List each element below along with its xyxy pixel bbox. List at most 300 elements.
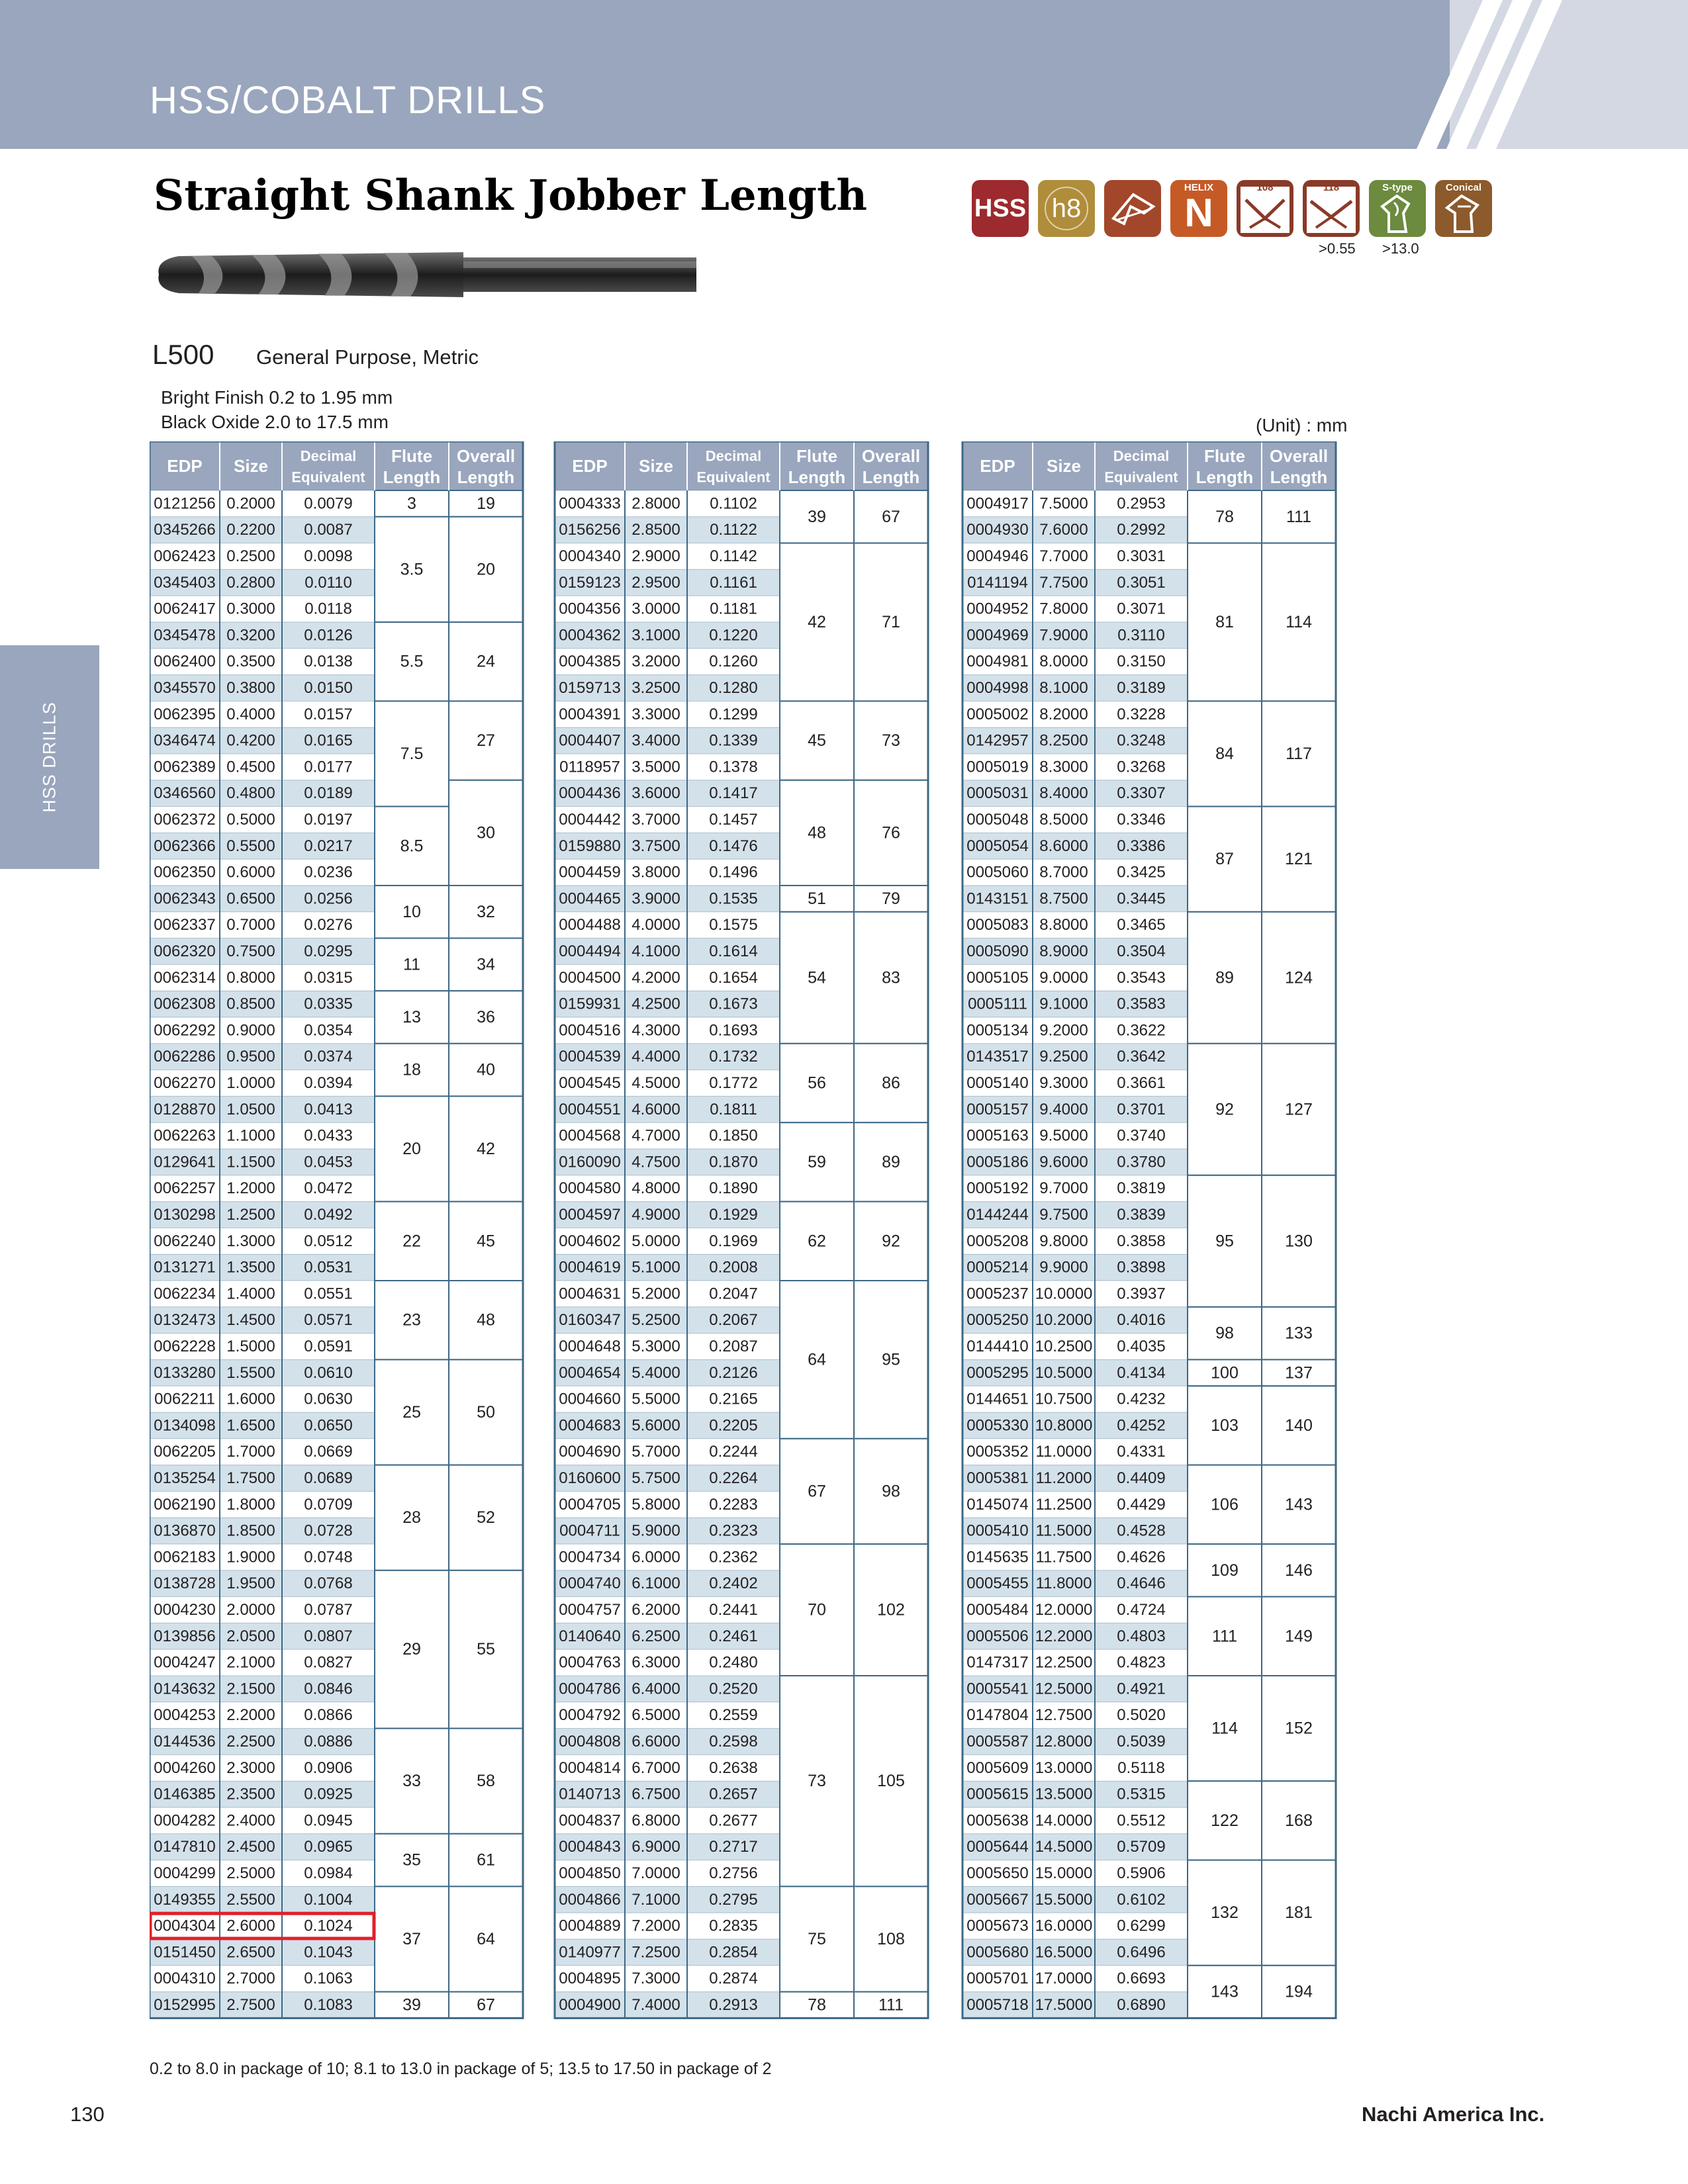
edp-cell: 0131271: [154, 1258, 216, 1277]
size-cell: 6.8000: [632, 1811, 680, 1830]
section-banner: [0, 0, 1688, 149]
decimal-cell: 0.3445: [1117, 889, 1166, 908]
decimal-cell: 0.4823: [1117, 1653, 1166, 1672]
edp-cell: 0345478: [154, 626, 216, 645]
decimal-cell: 0.0650: [304, 1416, 353, 1435]
size-cell: 11.5000: [1035, 1522, 1092, 1540]
edp-cell: 0004407: [559, 731, 621, 750]
column-header: Flute: [796, 446, 838, 466]
size-cell: 8.9000: [1039, 942, 1088, 960]
size-cell: 2.5500: [226, 1890, 275, 1909]
size-cell: 1.0500: [226, 1100, 275, 1118]
column-header: Length: [1196, 467, 1254, 487]
decimal-cell: 0.0472: [304, 1179, 353, 1198]
decimal-cell: 0.3051: [1117, 573, 1166, 592]
size-cell: 10.2000: [1035, 1311, 1093, 1330]
size-cell: 13.5000: [1035, 1785, 1093, 1803]
size-cell: 1.6000: [226, 1390, 275, 1408]
edp-cell: 0005019: [966, 758, 1029, 776]
size-cell: 1.3500: [226, 1258, 275, 1277]
size-cell: 1.7000: [226, 1443, 275, 1461]
edp-cell: 0004619: [559, 1258, 621, 1277]
decimal-cell: 0.2441: [709, 1601, 758, 1619]
column-header: Size: [638, 456, 674, 476]
flute-length-value: 51: [808, 889, 826, 908]
edp-cell: 0152995: [154, 1996, 216, 2014]
edp-cell: 0004299: [154, 1864, 216, 1882]
decimal-cell: 0.1339: [709, 731, 758, 750]
edp-cell: 0004998: [966, 679, 1029, 697]
edp-cell: 0005330: [966, 1416, 1029, 1435]
flute-length-value: 13: [402, 1008, 421, 1026]
size-cell: 1.9500: [226, 1574, 275, 1593]
size-cell: 9.7000: [1039, 1179, 1088, 1198]
decimal-cell: 0.3701: [1117, 1100, 1166, 1118]
edp-cell: 0004568: [559, 1126, 621, 1145]
size-cell: 0.4500: [226, 758, 275, 776]
flute-length-value: 62: [808, 1232, 826, 1251]
decimal-cell: 0.2717: [709, 1838, 758, 1856]
decimal-cell: 0.0709: [304, 1495, 353, 1514]
size-cell: 5.0000: [632, 1232, 680, 1250]
column-header: Decimal: [1113, 447, 1170, 465]
decimal-cell: 0.2008: [709, 1258, 758, 1277]
decimal-cell: 0.0276: [304, 916, 353, 934]
decimal-cell: 0.3622: [1117, 1021, 1166, 1040]
overall-length-value: 73: [882, 731, 900, 751]
flute-length-value: 23: [402, 1310, 421, 1330]
decimal-cell: 0.1457: [709, 811, 758, 829]
overall-length-value: 98: [882, 1482, 900, 1501]
decimal-cell: 0.2087: [709, 1338, 758, 1355]
decimal-cell: 0.0236: [304, 863, 353, 882]
flute-length-value: 25: [402, 1403, 421, 1422]
edp-cell: 0133280: [154, 1363, 216, 1382]
edp-cell: 0121256: [154, 494, 216, 513]
size-cell: 5.9000: [632, 1522, 680, 1540]
size-cell: 2.2500: [226, 1733, 275, 1751]
decimal-cell: 0.2461: [709, 1627, 758, 1645]
size-cell: 0.9000: [226, 1021, 275, 1040]
decimal-cell: 0.0492: [304, 1206, 353, 1224]
decimal-cell: 0.1614: [709, 942, 758, 960]
overall-length-value: 117: [1286, 745, 1312, 763]
flute-length-value: 92: [1215, 1100, 1234, 1119]
conical-threshold: >13.0: [1382, 240, 1419, 257]
column-header: Length: [457, 467, 515, 487]
edp-cell: 0062234: [154, 1285, 216, 1303]
edp-cell: 0005644: [966, 1838, 1029, 1856]
decimal-cell: 0.6693: [1117, 1970, 1166, 1988]
edp-cell: 0005352: [966, 1443, 1029, 1461]
decimal-cell: 0.0768: [304, 1574, 353, 1593]
decimal-cell: 0.3740: [1117, 1126, 1166, 1145]
overall-length-value: 168: [1285, 1811, 1313, 1830]
size-cell: 16.5000: [1035, 1943, 1093, 1962]
flute-length-value: 81: [1215, 613, 1234, 631]
decimal-cell: 0.0728: [304, 1522, 353, 1540]
decimal-cell: 0.2992: [1117, 521, 1166, 539]
angle-118-icon: 118: [1303, 180, 1360, 237]
size-cell: 11.2000: [1035, 1469, 1092, 1487]
size-cell: 2.5000: [226, 1864, 275, 1882]
overall-length-value: 61: [477, 1850, 495, 1870]
edp-cell: 0062308: [154, 995, 216, 1013]
decimal-cell: 0.2756: [709, 1864, 758, 1882]
size-cell: 3.2000: [632, 653, 680, 671]
size-cell: 6.7000: [632, 1758, 680, 1777]
edp-cell: 0004516: [559, 1021, 621, 1040]
edp-cell: 0160600: [559, 1469, 621, 1487]
edp-cell: 0005455: [966, 1574, 1029, 1593]
column-header: EDP: [167, 456, 203, 476]
edp-cell: 0005718: [966, 1996, 1029, 2014]
s-type-threshold: >0.55: [1319, 240, 1356, 257]
edp-cell: 0130298: [154, 1206, 216, 1224]
size-cell: 12.5000: [1035, 1680, 1093, 1698]
edp-cell: 0005615: [966, 1785, 1029, 1803]
decimal-cell: 0.5020: [1117, 1706, 1166, 1725]
size-cell: 2.9500: [632, 573, 680, 592]
overall-length-value: 140: [1285, 1416, 1313, 1435]
decimal-cell: 0.0079: [304, 494, 353, 513]
decimal-cell: 0.0150: [304, 679, 353, 697]
edp-cell: 0004917: [966, 494, 1029, 513]
size-cell: 0.4000: [226, 705, 275, 723]
column-header: EDP: [572, 456, 608, 476]
edp-cell: 0151450: [154, 1943, 216, 1962]
decimal-cell: 0.3780: [1117, 1153, 1166, 1171]
size-cell: 3.7000: [632, 811, 680, 829]
flute-length-value: 3.5: [400, 560, 424, 579]
edp-cell: 0005163: [966, 1126, 1029, 1145]
size-cell: 6.0000: [632, 1548, 680, 1567]
decimal-cell: 0.1850: [709, 1126, 758, 1145]
size-cell: 0.6000: [226, 863, 275, 882]
size-cell: 4.7000: [632, 1126, 680, 1145]
overall-length-value: 24: [477, 652, 495, 671]
size-cell: 12.7500: [1035, 1706, 1093, 1725]
edp-cell: 0062205: [154, 1443, 216, 1461]
overall-length-value: 30: [477, 823, 495, 842]
size-cell: 0.4800: [226, 784, 275, 803]
edp-cell: 0139856: [154, 1627, 216, 1645]
edp-cell: 0005250: [966, 1311, 1029, 1330]
flute-length-value: 78: [808, 1995, 826, 2015]
decimal-cell: 0.1476: [709, 837, 758, 855]
decimal-cell: 0.1043: [304, 1943, 353, 1962]
decimal-cell: 0.3071: [1117, 600, 1166, 618]
decimal-cell: 0.0165: [304, 731, 353, 750]
edp-cell: 0004786: [559, 1680, 621, 1698]
column-header: Decimal: [300, 447, 357, 465]
flute-length-value: 37: [402, 1930, 421, 1948]
flute-length-value: 70: [808, 1600, 826, 1619]
flute-length-value: 89: [1215, 968, 1234, 987]
overall-length-value: 36: [477, 1008, 495, 1026]
decimal-cell: 0.0217: [304, 837, 353, 855]
edp-cell: 0145074: [966, 1495, 1029, 1514]
flute-length-value: 7.5: [400, 745, 424, 763]
edp-cell: 0132473: [154, 1311, 216, 1330]
edp-cell: 0004310: [154, 1970, 216, 1988]
size-cell: 6.2500: [632, 1627, 680, 1645]
edp-cell: 0128870: [154, 1100, 216, 1118]
edp-cell: 0062395: [154, 705, 216, 723]
edp-cell: 0004385: [559, 653, 621, 671]
size-cell: 2.6000: [226, 1917, 275, 1935]
decimal-cell: 0.2323: [709, 1522, 758, 1540]
decimal-cell: 0.2559: [709, 1706, 758, 1725]
edp-cell: 0136870: [154, 1522, 216, 1540]
size-cell: 8.2500: [1039, 731, 1088, 750]
size-cell: 8.3000: [1039, 758, 1088, 776]
column-header: Size: [233, 456, 269, 476]
feature-icons: [972, 180, 1492, 240]
size-cell: 11.0000: [1035, 1443, 1092, 1461]
size-cell: 1.8000: [226, 1495, 275, 1514]
edp-cell: 0005111: [968, 995, 1027, 1013]
decimal-cell: 0.2795: [709, 1890, 758, 1909]
overall-length-value: 130: [1285, 1232, 1313, 1251]
size-cell: 9.2500: [1039, 1048, 1088, 1066]
edp-cell: 0062423: [154, 547, 216, 565]
decimal-cell: 0.6102: [1117, 1890, 1166, 1909]
decimal-cell: 0.3858: [1117, 1232, 1166, 1250]
overall-length-value: 95: [882, 1350, 900, 1369]
size-cell: 9.6000: [1039, 1153, 1088, 1171]
edp-cell: 0159123: [559, 573, 621, 592]
decimal-cell: 0.0846: [304, 1680, 353, 1698]
size-cell: 0.8500: [226, 995, 275, 1013]
edp-cell: 0004900: [559, 1996, 621, 2014]
decimal-cell: 0.1083: [304, 1996, 353, 2014]
size-cell: 2.7000: [226, 1970, 275, 1988]
size-cell: 5.2500: [632, 1311, 680, 1330]
size-cell: 0.4200: [226, 731, 275, 750]
size-cell: 2.7500: [226, 1996, 275, 2014]
size-cell: 7.1000: [632, 1890, 680, 1909]
edp-cell: 0004843: [559, 1838, 621, 1856]
edp-cell: 0005208: [966, 1232, 1029, 1250]
size-cell: 4.8000: [632, 1179, 680, 1198]
overall-length-value: 86: [882, 1073, 900, 1093]
product-title: Straight Shank Jobber Length: [154, 171, 868, 220]
size-cell: 1.3000: [226, 1232, 275, 1250]
edp-cell: 0005484: [966, 1601, 1029, 1619]
helix-n-icon: HELIX N: [1170, 180, 1227, 237]
decimal-cell: 0.0256: [304, 889, 353, 908]
flute-length-value: 39: [808, 507, 826, 526]
edp-cell: 0135254: [154, 1469, 216, 1487]
decimal-cell: 0.4016: [1117, 1311, 1166, 1330]
edp-cell: 0159880: [559, 837, 621, 855]
size-cell: 2.2000: [226, 1706, 275, 1725]
edp-cell: 0004465: [559, 889, 621, 908]
decimal-cell: 0.2047: [709, 1285, 758, 1303]
flute-length-value: 18: [402, 1060, 421, 1079]
size-cell: 6.5000: [632, 1706, 680, 1725]
edp-cell: 0005609: [966, 1758, 1029, 1777]
edp-cell: 0005667: [966, 1890, 1029, 1909]
decimal-cell: 0.0433: [304, 1126, 353, 1145]
overall-length-value: 111: [1286, 507, 1312, 526]
edp-cell: 0346474: [154, 731, 216, 750]
decimal-cell: 0.1142: [710, 547, 757, 565]
decimal-cell: 0.1181: [710, 600, 757, 618]
decimal-cell: 0.2657: [709, 1785, 758, 1803]
size-cell: 2.1000: [226, 1653, 275, 1672]
size-cell: 0.2000: [226, 494, 275, 513]
s-type-point-icon: S-type: [1369, 180, 1426, 237]
size-cell: 7.6000: [1039, 521, 1088, 539]
edp-cell: 0005031: [966, 784, 1029, 803]
edp-cell: 0004333: [559, 494, 621, 513]
edp-cell: 0345570: [154, 679, 216, 697]
decimal-cell: 0.2067: [709, 1311, 758, 1330]
decimal-cell: 0.4134: [1117, 1363, 1166, 1382]
size-cell: 17.0000: [1035, 1970, 1093, 1988]
flute-length-value: 84: [1215, 745, 1234, 763]
size-cell: 14.5000: [1035, 1838, 1093, 1856]
edp-cell: 0160090: [559, 1153, 621, 1171]
edp-cell: 0144410: [966, 1338, 1029, 1355]
edp-cell: 0005134: [966, 1021, 1029, 1040]
edp-cell: 0005140: [966, 1074, 1029, 1092]
edp-cell: 0005701: [966, 1970, 1029, 1988]
decimal-cell: 0.1280: [709, 679, 758, 697]
size-cell: 1.0000: [226, 1074, 275, 1092]
edp-cell: 0004740: [559, 1574, 621, 1593]
overall-length-value: 133: [1285, 1324, 1313, 1343]
decimal-cell: 0.3346: [1117, 811, 1166, 829]
decimal-cell: 0.0453: [304, 1153, 353, 1171]
size-cell: 10.7500: [1035, 1390, 1093, 1408]
flute-length-value: 73: [808, 1772, 826, 1791]
size-cell: 6.6000: [632, 1733, 680, 1751]
series-code: L500: [152, 339, 214, 370]
size-cell: 6.3000: [632, 1653, 680, 1672]
size-cell: 3.6000: [632, 784, 680, 803]
decimal-cell: 0.3189: [1117, 679, 1166, 697]
edp-cell: 0004442: [559, 811, 621, 829]
series-description: General Purpose, Metric: [256, 345, 479, 369]
size-cell: 10.5000: [1035, 1363, 1093, 1382]
edp-cell: 0005186: [966, 1153, 1029, 1171]
edp-cell: 0004362: [559, 626, 621, 645]
size-cell: 16.0000: [1035, 1917, 1093, 1935]
size-cell: 0.5500: [226, 837, 275, 855]
size-cell: 7.9000: [1039, 626, 1088, 645]
size-cell: 1.7500: [226, 1469, 275, 1487]
edp-cell: 0004304: [154, 1917, 216, 1935]
overall-length-value: 58: [477, 1772, 495, 1791]
size-cell: 12.2500: [1035, 1653, 1093, 1672]
overall-length-value: 52: [477, 1508, 495, 1527]
edp-cell: 0004539: [559, 1048, 621, 1066]
overall-length-value: 114: [1286, 613, 1312, 631]
decimal-cell: 0.1004: [304, 1890, 353, 1909]
edp-cell: 0004545: [559, 1074, 621, 1092]
flute-length-value: 109: [1211, 1561, 1239, 1580]
column-header: Length: [862, 467, 920, 487]
flute-length-value: 45: [808, 731, 826, 751]
edp-cell: 0146385: [154, 1785, 216, 1803]
column-header: Flute: [1203, 446, 1246, 466]
size-cell: 2.3500: [226, 1785, 275, 1803]
overall-length-value: 152: [1285, 1719, 1313, 1738]
flute-length-value: 100: [1211, 1363, 1239, 1383]
size-cell: 0.3800: [226, 679, 275, 697]
edp-cell: 0004952: [966, 600, 1029, 618]
finish-bright: Bright Finish 0.2 to 1.95 mm: [161, 387, 393, 408]
edp-cell: 0005680: [966, 1943, 1029, 1962]
size-cell: 3.4000: [632, 731, 680, 750]
edp-cell: 0147804: [966, 1706, 1029, 1725]
edp-cell: 0129641: [154, 1153, 216, 1171]
edp-cell: 0062343: [154, 889, 216, 908]
edp-cell: 0004631: [559, 1285, 621, 1303]
edp-cell: 0062292: [154, 1021, 216, 1040]
edp-cell: 0005002: [966, 705, 1029, 723]
flute-length-value: 33: [402, 1772, 421, 1791]
decimal-cell: 0.3819: [1117, 1179, 1166, 1198]
edp-cell: 0062417: [154, 600, 216, 618]
decimal-cell: 0.1496: [709, 863, 758, 882]
overall-length-value: 127: [1285, 1100, 1313, 1119]
size-cell: 15.5000: [1035, 1890, 1093, 1909]
flute-length-value: 48: [808, 823, 826, 842]
decimal-cell: 0.4035: [1117, 1338, 1166, 1355]
edp-cell: 0005650: [966, 1864, 1029, 1882]
edp-cell: 0062389: [154, 758, 216, 776]
decimal-cell: 0.0984: [304, 1864, 353, 1882]
decimal-cell: 0.1260: [709, 653, 758, 671]
edp-cell: 0004260: [154, 1758, 216, 1777]
drill-size-table: [150, 441, 1365, 2050]
decimal-cell: 0.0189: [304, 784, 353, 803]
decimal-cell: 0.2638: [709, 1758, 758, 1777]
edp-cell: 0144651: [966, 1390, 1029, 1408]
size-cell: 1.2500: [226, 1206, 275, 1224]
decimal-cell: 0.2205: [709, 1416, 758, 1435]
h8-tolerance-icon: h8: [1038, 180, 1095, 237]
flute-length-value: 87: [1215, 850, 1234, 869]
edp-cell: 0004488: [559, 916, 621, 934]
decimal-cell: 0.1929: [709, 1206, 758, 1224]
drill-point-icon: [1104, 180, 1161, 237]
decimal-cell: 0.3248: [1117, 731, 1166, 750]
column-header: EDP: [980, 456, 1015, 476]
decimal-cell: 0.2480: [709, 1653, 758, 1672]
flute-length-value: 39: [402, 1995, 421, 2015]
size-cell: 14.0000: [1035, 1811, 1093, 1830]
size-cell: 8.2000: [1039, 705, 1088, 723]
edp-cell: 0004866: [559, 1890, 621, 1909]
decimal-cell: 0.3386: [1117, 837, 1166, 855]
edp-cell: 0140713: [559, 1785, 621, 1803]
size-cell: 3.7500: [632, 837, 680, 855]
decimal-cell: 0.2126: [709, 1363, 758, 1382]
size-cell: 8.8000: [1039, 916, 1088, 934]
overall-length-value: 121: [1285, 850, 1313, 869]
decimal-cell: 0.1024: [304, 1917, 353, 1935]
edp-cell: 0005090: [966, 942, 1029, 960]
overall-length-value: 143: [1285, 1495, 1313, 1514]
edp-cell: 0149355: [154, 1890, 216, 1909]
decimal-cell: 0.4232: [1117, 1390, 1166, 1408]
edp-cell: 0004814: [559, 1758, 621, 1777]
